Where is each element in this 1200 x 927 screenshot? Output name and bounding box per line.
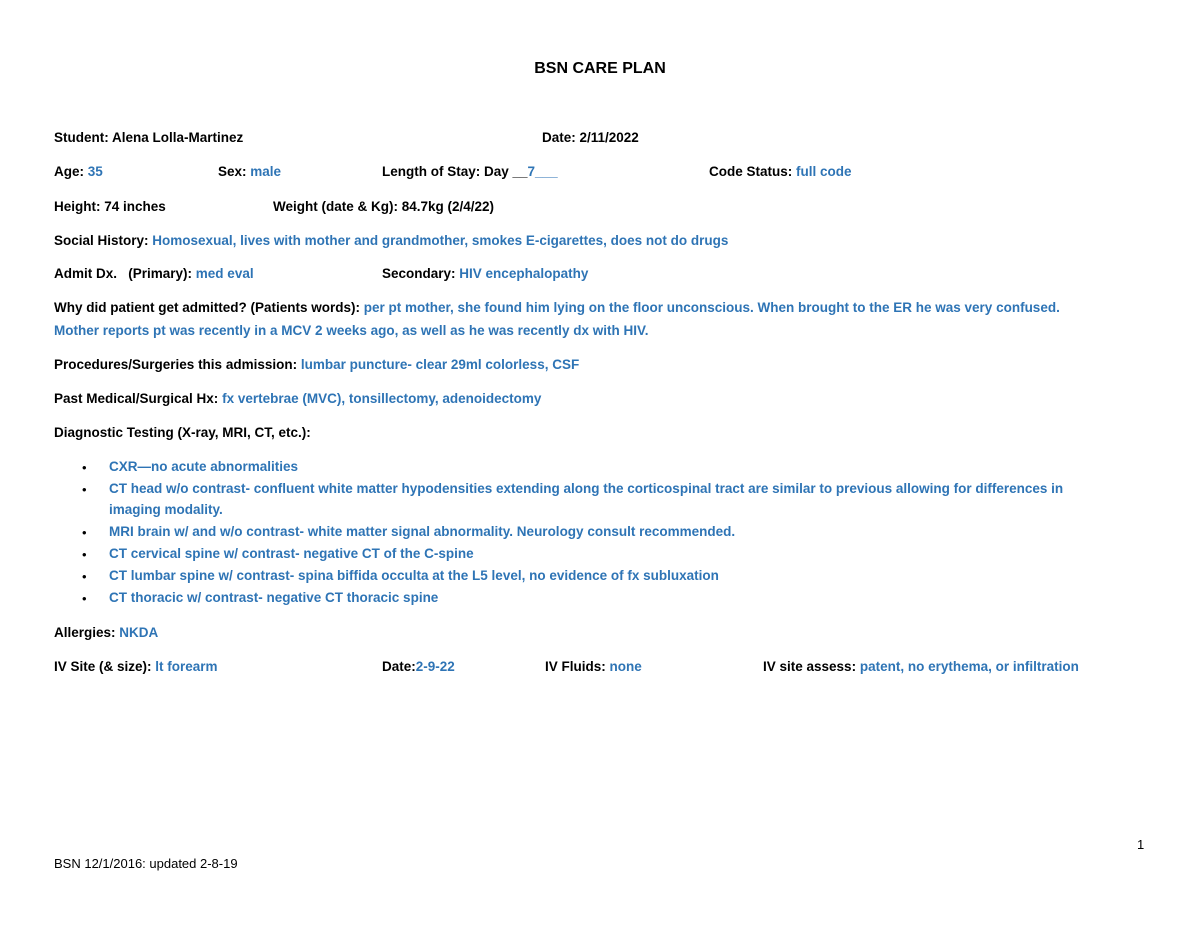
diagnostic-item: MRI brain w/ and w/o contrast- white matter signal abnormality. Neurology consult recommended. [109, 524, 736, 539]
why-admitted-value-2: Mother reports pt was recently in a MCV 2 weeks ago, as well as he was recently dx with HIV. [54, 323, 649, 338]
footer-text: BSN 12/1/2016: updated 2-8-19 [54, 856, 238, 871]
diagnostic-item-continuation: imaging modality. [109, 502, 223, 517]
iv-site-label: IV Site (& size): [54, 659, 152, 674]
iv-fluids-field [545, 659, 642, 674]
weight-label: Weight (date & Kg): 84.7kg (2/4/22) [273, 199, 495, 214]
diagnostic-item: CT lumbar spine w/ contrast- spina biffida occulta at the L5 level, no evidence of fx subluxation [109, 568, 719, 583]
social-history-label: Social History: [54, 233, 149, 248]
iv-date-field [382, 659, 455, 674]
age-label: Age: [54, 164, 84, 179]
iv-assess-value: patent, no erythema, or infiltration [859, 659, 1079, 674]
bullet-marker: • [82, 547, 87, 562]
sex-label: Sex: [218, 164, 247, 179]
diagnostic-item: CT cervical spine w/ contrast- negative CT of the C-spine [109, 546, 474, 561]
diagnostic-item: CT head w/o contrast- confluent white matter hypodensities extending along the corticospinal tract are similar to previous allowing for differences in [109, 481, 1064, 496]
past-hx-field [54, 391, 541, 406]
diagnostic-item: CT thoracic w/ contrast- negative CT thoracic spine [109, 590, 439, 605]
bullet-marker: • [82, 525, 87, 540]
admit-dx-label: Admit Dx. (Primary): [54, 266, 193, 281]
length-of-stay-suffix: ___ [535, 164, 558, 179]
social-history-value: Homosexual, lives with mother and grandmother, smokes E-cigarettes, does not do drugs [152, 233, 729, 248]
secondary-dx-value: HIV encephalopathy [459, 266, 589, 281]
past-hx-label: Past Medical/Surgical Hx: [54, 391, 219, 406]
procedures-field [54, 357, 579, 372]
admit-dx-value: med eval [195, 266, 254, 281]
allergies-value: NKDA [119, 625, 159, 640]
iv-site-value: lt forearm [155, 659, 218, 674]
diagnostic-label: Diagnostic Testing (X-ray, MRI, CT, etc.): [54, 425, 311, 440]
diagnostic-item: CXR—no acute abnormalities [109, 459, 299, 474]
iv-fluids-label: IV Fluids: [545, 659, 606, 674]
why-admitted-label: Why did patient get admitted? (Patients words): [54, 300, 361, 315]
age-value: 35 [87, 164, 103, 179]
code-status-label: Code Status: [709, 164, 793, 179]
page-number: 1 [1137, 837, 1145, 852]
allergies-field [54, 625, 158, 640]
length-of-stay-field [382, 164, 558, 179]
why-admitted-value-1: per pt mother, she found him lying on the floor unconscious. When brought to the ER he was very confused. [363, 300, 1060, 315]
sex-value: male [250, 164, 282, 179]
length-of-stay-label: Length of Stay: Day __ [382, 164, 528, 179]
iv-assess-field [763, 659, 1079, 674]
bullet-marker: • [82, 482, 87, 497]
bullet-marker: • [82, 460, 87, 475]
allergies-label: Allergies: [54, 625, 116, 640]
secondary-dx-field [382, 266, 588, 281]
length-of-stay-value: 7 [527, 164, 536, 179]
iv-assess-label: IV site assess: [763, 659, 857, 674]
procedures-value: lumbar puncture- clear 29ml colorless, CSF [300, 357, 580, 372]
iv-site-field [54, 659, 218, 674]
age-field [54, 164, 103, 179]
bullet-marker: • [82, 569, 87, 584]
student-label: Student: Alena Lolla-Martinez [54, 130, 244, 145]
iv-fluids-value: none [609, 659, 642, 674]
height-label: Height: 74 inches [54, 199, 166, 214]
why-admitted-line1 [54, 300, 1060, 315]
code-status-field [709, 164, 852, 179]
secondary-dx-label: Secondary: [382, 266, 456, 281]
social-history-field [54, 233, 728, 248]
date-label: Date: 2/11/2022 [542, 130, 639, 145]
admit-dx-field [54, 266, 254, 281]
sex-field [218, 164, 281, 179]
page-title: BSN CARE PLAN [534, 60, 666, 77]
code-status-value: full code [796, 164, 852, 179]
past-hx-value: fx vertebrae (MVC), tonsillectomy, adenoidectomy [222, 391, 542, 406]
iv-date-value: 2-9-22 [415, 659, 455, 674]
bullet-marker: • [82, 591, 87, 606]
procedures-label: Procedures/Surgeries this admission: [54, 357, 298, 372]
iv-date-label: Date: [382, 659, 416, 674]
